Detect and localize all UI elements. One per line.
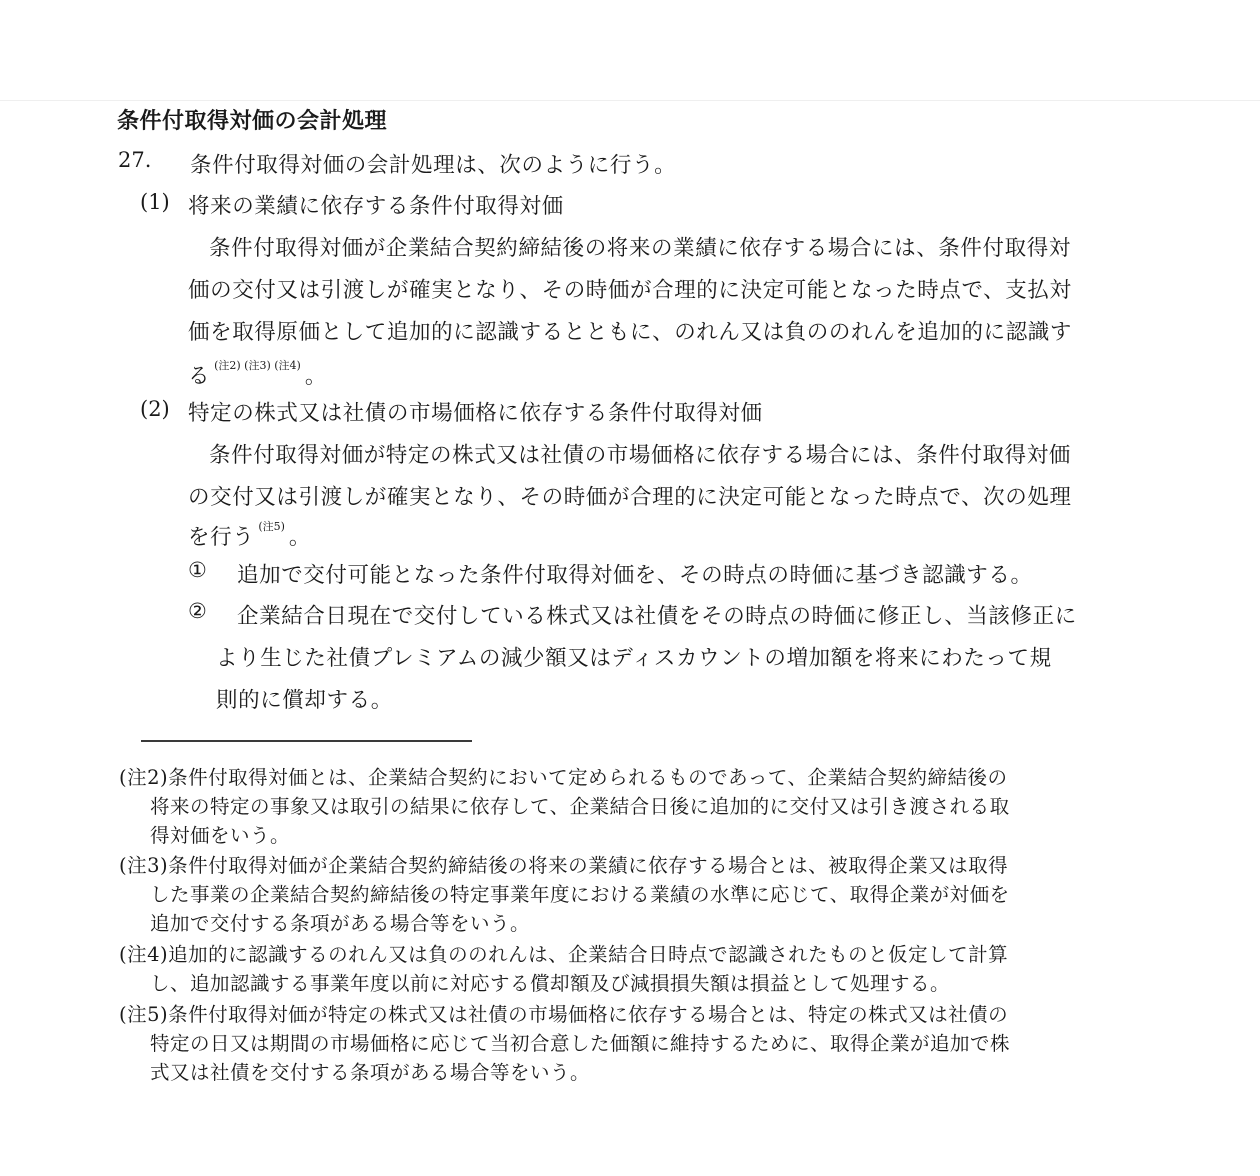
item-2-marker: (2) xyxy=(140,397,170,421)
footnote-4-line xyxy=(119,939,1008,967)
sub-item-1-marker: ① xyxy=(188,558,207,582)
footnote-3-line: した事業の企業結合契約締結後の特定事業年度における業績の水準に応じて、取得企業が対価を xyxy=(150,883,1010,906)
sentence-end: 。 xyxy=(288,525,312,550)
sub-item-2-line: より生じた社債プレミアムの減少額又はディスカウントの増加額を将来にわたって規 xyxy=(216,646,1052,671)
item-2-title: 特定の株式又は社債の市場価格に依存する条件付取得対価 xyxy=(188,401,763,426)
sub-item-2-line: 企業結合日現在で交付している株式又は社債をその時点の時価に修正し、当該修正に xyxy=(237,604,1077,629)
footnote-text: 条件付取得対価が企業結合契約締結後の将来の業績に依存する場合とは、被取得企業又は取得 xyxy=(168,854,1009,877)
footnote-3-line: 追加で交付する条項がある場合等をいう。 xyxy=(150,912,531,935)
footnote-label: (注4) xyxy=(119,943,169,966)
footnote-2-line: 将来の特定の事象又は取引の結果に依存して、企業結合日後に追加的に交付又は引き渡される取 xyxy=(150,795,1010,818)
footnote-text: 条件付取得対価とは、企業結合契約において定められるものであって、企業結合契約締結後の xyxy=(168,766,1008,789)
item-2-line: 条件付取得対価が特定の株式又は社債の市場価格に依存する場合には、条件付取得対価 xyxy=(209,443,1071,468)
item-1-marker: (1) xyxy=(140,190,170,214)
footnote-5-line: 式又は社債を交付する条項がある場合等をいう。 xyxy=(150,1061,591,1084)
item-1-line: 価を取得原価として追加的に認識するとともに、のれん又は負ののれんを追加的に認識す xyxy=(188,320,1073,345)
sub-item-2-marker: ② xyxy=(188,599,207,623)
paragraph-number: 27. xyxy=(118,148,152,172)
footnote-2-line xyxy=(119,762,1008,790)
footnote-4-line: し、追加認識する事業年度以前に対応する償却額及び減損損失額は損益として処理する。 xyxy=(150,972,951,995)
sub-item-1-text: 追加で交付可能となった条件付取得対価を、その時点の時価に基づき認識する。 xyxy=(237,563,1033,588)
footnote-3-line xyxy=(119,850,1008,878)
item-1-title: 将来の業績に依存する条件付取得対価 xyxy=(188,194,564,219)
footnote-5-line: 特定の日又は期間の市場価格に応じて当初合意した価額に維持するために、取得企業が追加で株 xyxy=(150,1032,1011,1055)
item-1-line: 条件付取得対価が企業結合契約締結後の将来の業績に依存する場合には、条件付取得対 xyxy=(209,236,1071,261)
sentence-end: 。 xyxy=(304,364,327,389)
footnote-5-line xyxy=(119,999,1008,1027)
item-2-line: の交付又は引渡しが確実となり、その時価が合理的に決定可能となった時点で、次の処理 xyxy=(188,485,1072,510)
footnote-label: (注2) xyxy=(119,766,169,789)
item-2-line: を行う xyxy=(188,525,255,550)
item-1-line: 価の交付又は引渡しが確実となり、その時価が合理的に決定可能となった時点で、支払対 xyxy=(188,278,1072,303)
footnote-label: (注3) xyxy=(119,854,169,877)
note-reference: (注2) (注3) (注4) xyxy=(214,359,301,372)
item-2-last-line xyxy=(188,518,311,551)
paragraph-27-text: 条件付取得対価の会計処理は、次のように行う。 xyxy=(190,153,677,178)
note-reference: (注5) xyxy=(258,520,285,533)
section-heading: 条件付取得対価の会計処理 xyxy=(117,109,388,134)
sub-item-2-line: 則的に償却する。 xyxy=(216,688,393,713)
footnote-label: (注5) xyxy=(119,1003,169,1026)
item-1-last-line xyxy=(188,357,327,390)
footnote-separator xyxy=(141,740,472,742)
footnote-2-line: 得対価をいう。 xyxy=(150,824,291,847)
footnote-text: 追加的に認識するのれん又は負ののれんは、企業結合日時点で認識されたものと仮定して計算 xyxy=(168,943,1009,966)
item-1-line: る xyxy=(188,364,211,389)
footnote-text: 条件付取得対価が特定の株式又は社債の市場価格に依存する場合とは、特定の株式又は社債の xyxy=(168,1003,1009,1026)
